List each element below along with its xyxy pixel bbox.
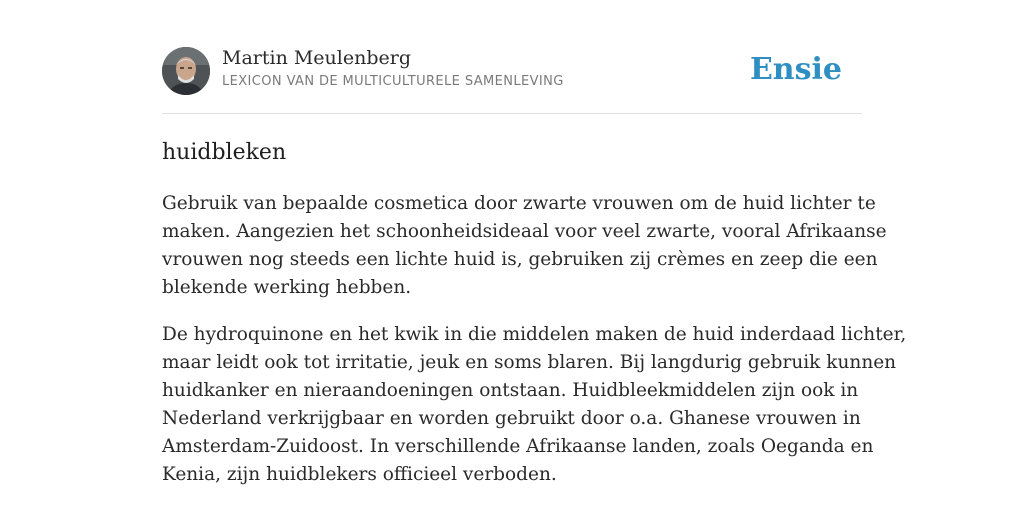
author-name[interactable]: Martin Meulenberg bbox=[222, 47, 411, 69]
paragraph-1 bbox=[162, 190, 887, 302]
text-line: Gebruik van bepaalde cosmetica door zwarte vrouwen om de huid lichter te bbox=[162, 193, 876, 214]
text-line: huidkanker en nieraandoeningen ontstaan. Huidbleekmiddelen zijn ook in bbox=[162, 380, 859, 401]
text-line: Kenia, zijn huidblekers officieel verboden. bbox=[162, 464, 557, 485]
ensie-logo[interactable]: Ensie bbox=[749, 52, 842, 87]
entry-title: huidbleken bbox=[162, 140, 287, 165]
text-line: blekende werking hebben. bbox=[162, 277, 412, 298]
entry-body bbox=[162, 190, 907, 508]
text-line: maken. Aangezien het schoonheidsideaal voor veel zwarte, vooral Afrikaanse bbox=[162, 221, 887, 242]
text-line: Amsterdam-Zuidoost. In verschillende Afrikaanse landen, zoals Oeganda en bbox=[162, 436, 874, 457]
avatar-portrait-icon bbox=[162, 47, 210, 95]
paragraph-2 bbox=[162, 321, 907, 489]
text-line: Nederland verkrijgbaar en worden gebruikt door o.a. Ghanese vrouwen in bbox=[162, 408, 861, 429]
author-avatar[interactable] bbox=[162, 47, 210, 95]
text-line: maar leidt ook tot irritatie, jeuk en soms blaren. Bij langdurig gebruik kunnen bbox=[162, 352, 897, 373]
header-divider bbox=[162, 113, 862, 114]
source-lexicon[interactable]: LEXICON VAN DE MULTICULTURELE SAMENLEVING bbox=[222, 74, 564, 89]
text-line: vrouwen nog steeds een lichte huid is, gebruiken zij crèmes en zeep die een bbox=[162, 249, 878, 270]
entry-header bbox=[162, 46, 862, 96]
text-line: De hydroquinone en het kwik in die middelen maken de huid inderdaad lichter, bbox=[162, 324, 907, 345]
